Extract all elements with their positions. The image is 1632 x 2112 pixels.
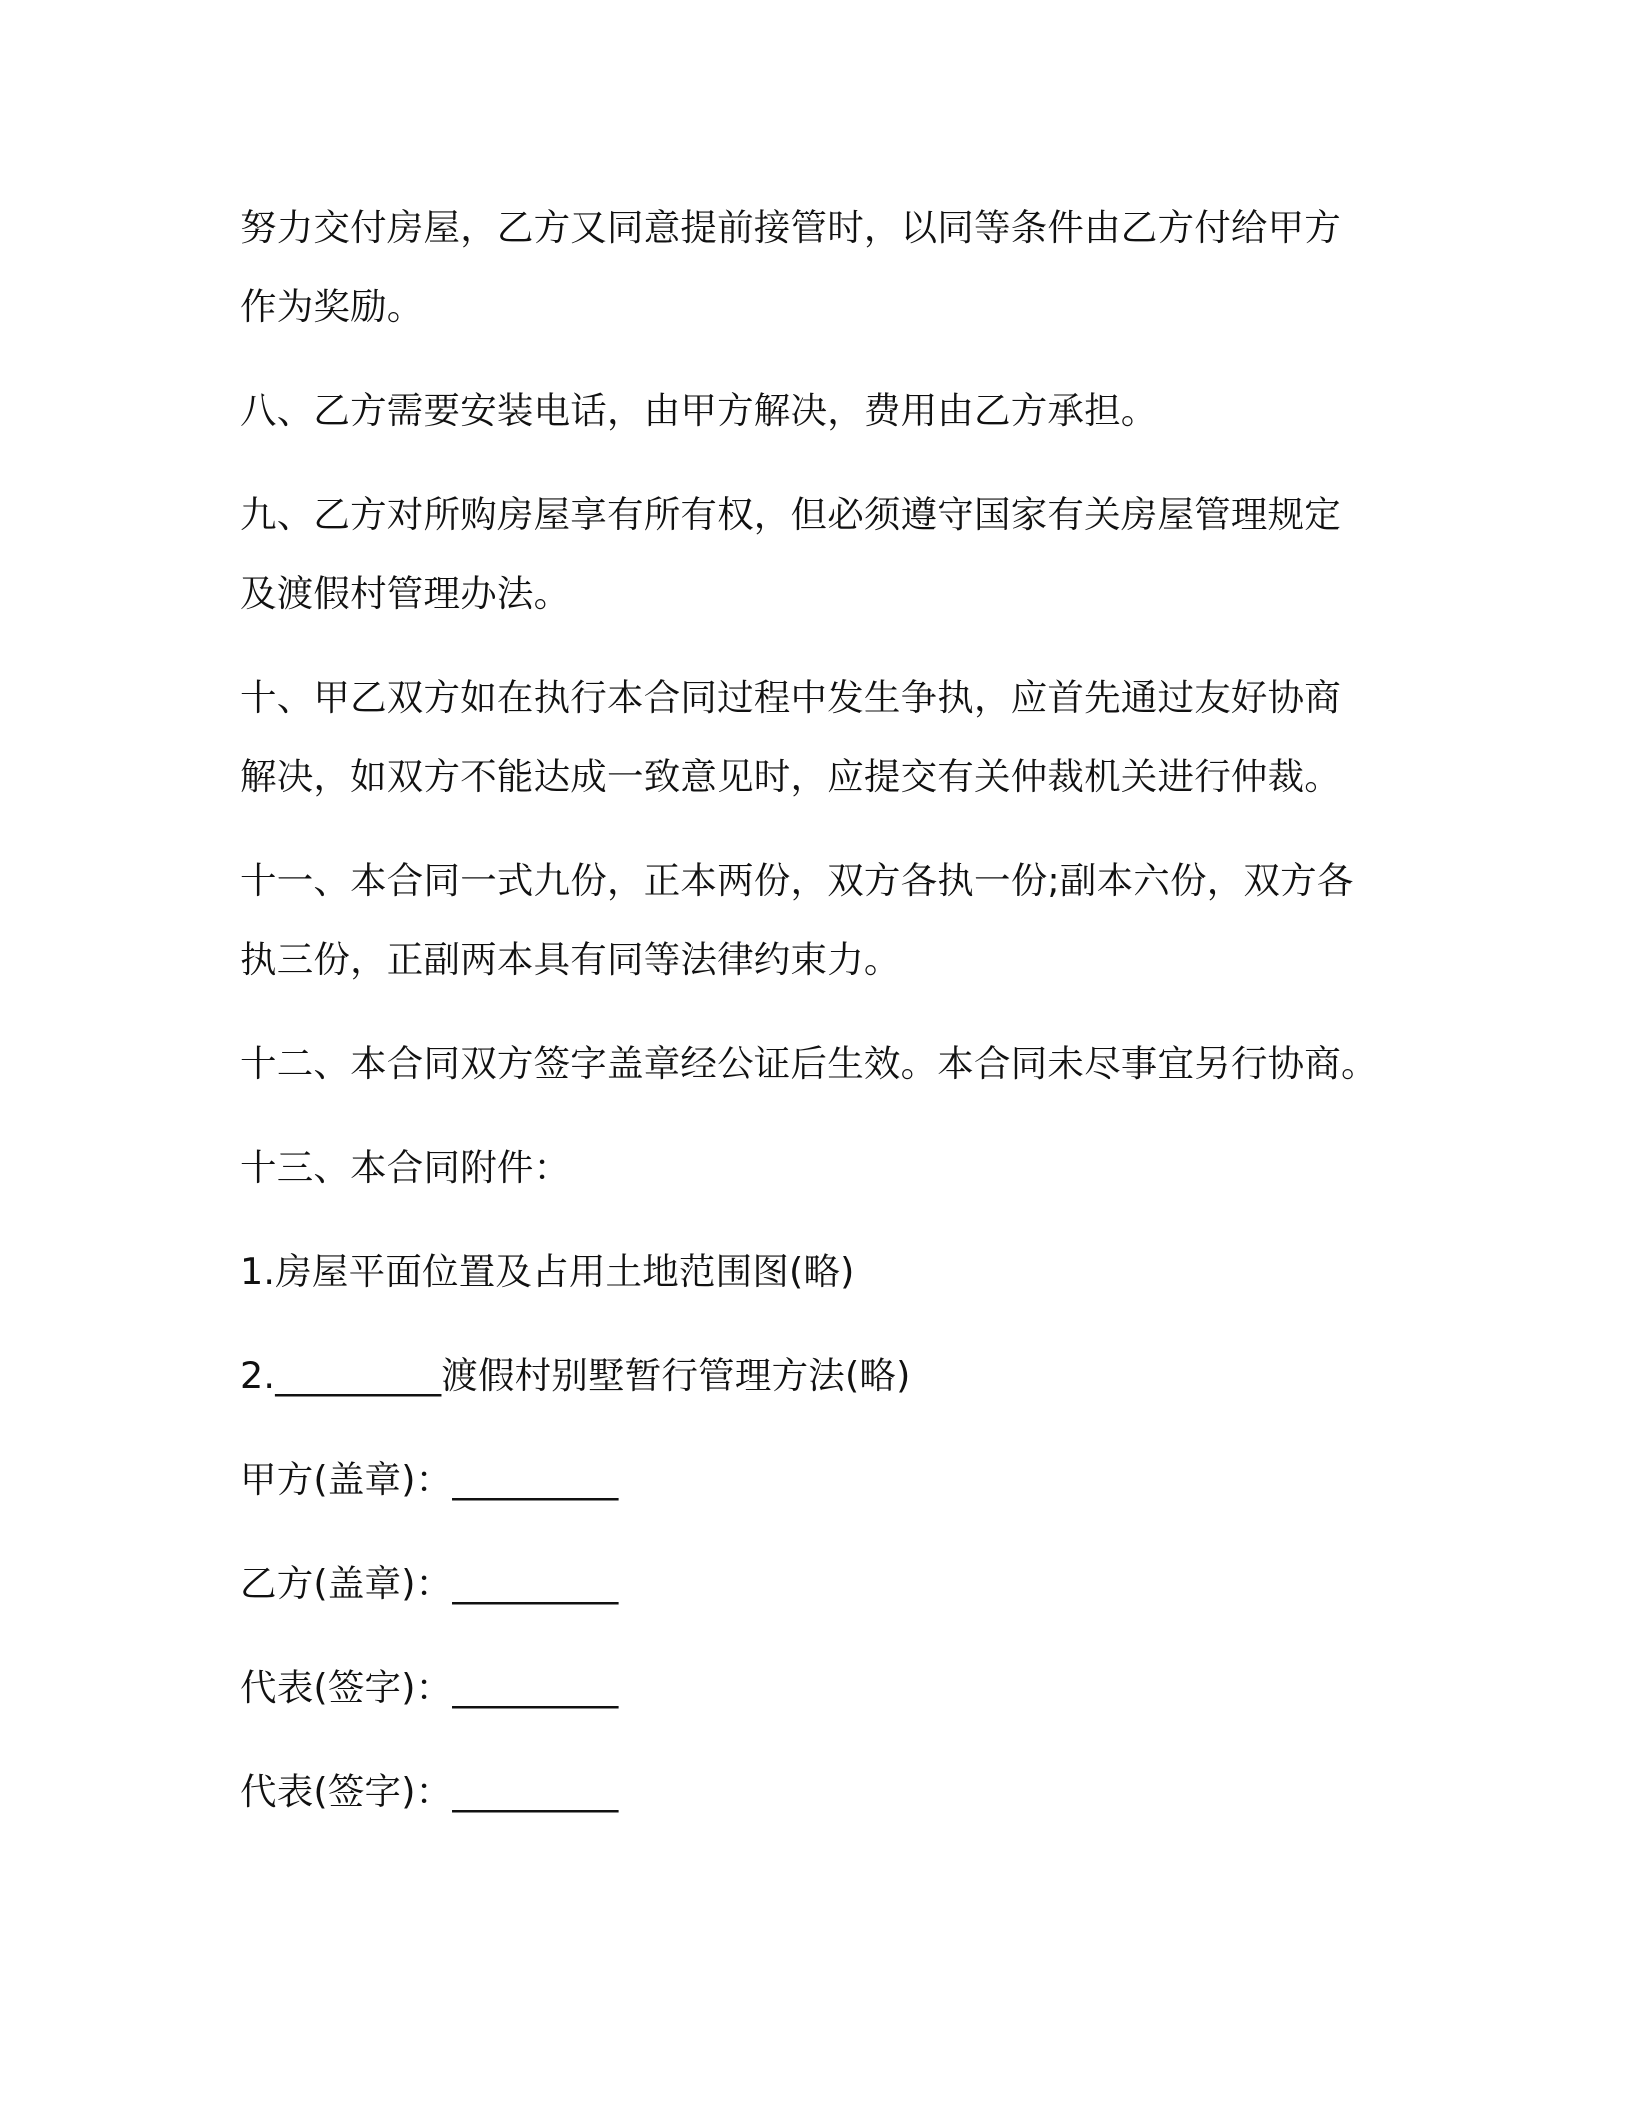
text-line: 解决，如双方不能达成一致意见时，应提交有关仲裁机关进行仲裁。 <box>240 755 1341 798</box>
signature-party-a <box>240 1440 1420 1519</box>
text-line: 九、乙方对所购房屋享有所有权，但必须遵守国家有关房屋管理规定 <box>240 493 1341 536</box>
text-line: 乙方(盖章)：_________ <box>240 1562 619 1605</box>
paragraph-reward <box>240 188 1420 346</box>
text-line: 2._________渡假村别墅暂行管理方法(略) <box>240 1354 911 1397</box>
clause-12 <box>240 1024 1420 1103</box>
clause-13-heading <box>240 1128 1420 1207</box>
clause-9 <box>240 475 1420 633</box>
text-line: 十三、本合同附件： <box>240 1146 571 1189</box>
attachment-item-1 <box>240 1232 1420 1311</box>
text-line: 八、乙方需要安装电话，由甲方解决，费用由乙方承担。 <box>240 389 1158 432</box>
text-line: 十一、本合同一式九份，正本两份，双方各执一份;副本六份，双方各 <box>240 859 1354 902</box>
text-line: 代表(签字)：_________ <box>240 1770 619 1813</box>
clause-10 <box>240 658 1420 816</box>
clause-11 <box>240 841 1420 999</box>
text-line: 及渡假村管理办法。 <box>240 572 571 615</box>
signature-party-b <box>240 1544 1420 1623</box>
text-line: 1.房屋平面位置及占用土地范围图(略) <box>240 1250 855 1293</box>
text-line: 十二、本合同双方签字盖章经公证后生效。本合同未尽事宜另行协商。 <box>240 1042 1378 1085</box>
text-line: 甲方(盖章)：_________ <box>240 1458 619 1501</box>
signature-representative-2 <box>240 1752 1420 1831</box>
text-line: 努力交付房屋，乙方又同意提前接管时，以同等条件由乙方付给甲方 <box>240 206 1341 249</box>
signature-representative-1 <box>240 1648 1420 1727</box>
text-line: 作为奖励。 <box>240 285 424 328</box>
clause-8 <box>240 371 1420 450</box>
document-body <box>240 188 1420 1856</box>
text-line: 执三份，正副两本具有同等法律约束力。 <box>240 938 901 981</box>
attachment-item-2 <box>240 1336 1420 1415</box>
text-line: 十、甲乙双方如在执行本合同过程中发生争执，应首先通过友好协商 <box>240 676 1341 719</box>
text-line: 代表(签字)：_________ <box>240 1666 619 1709</box>
